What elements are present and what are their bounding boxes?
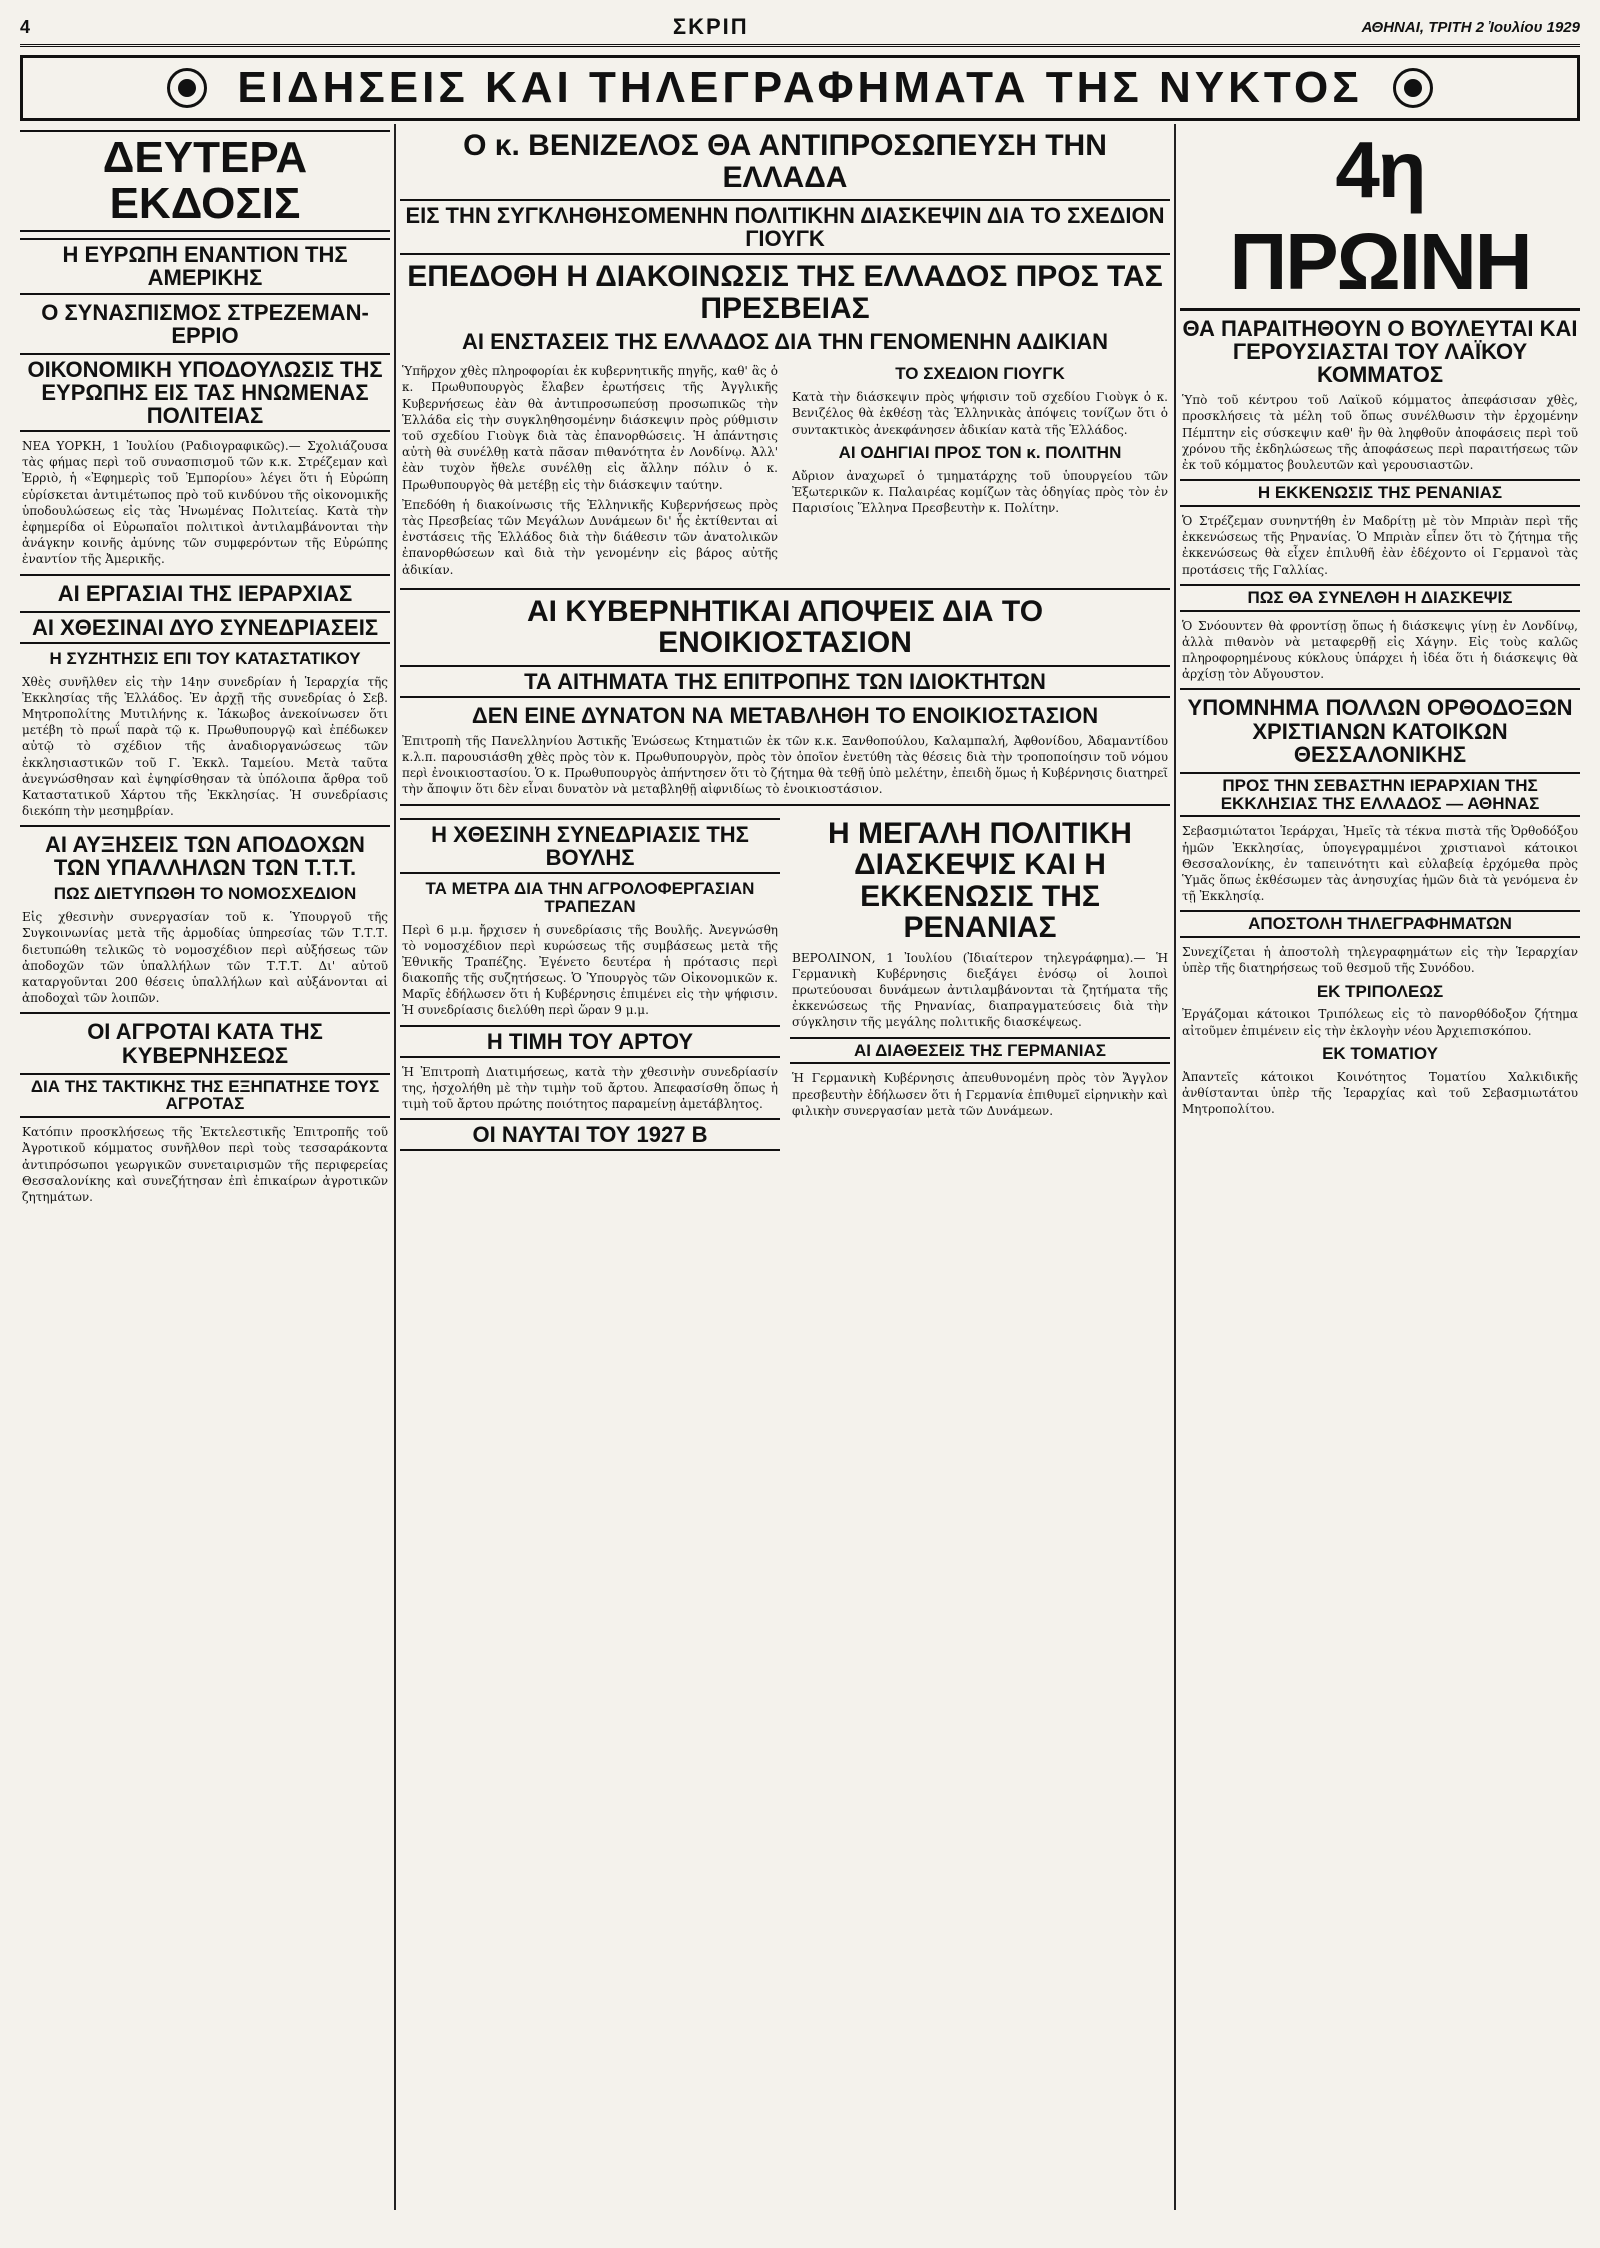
section-banner [20, 55, 1580, 121]
article-body: Κατόπιν προσκλήσεως τῆς Ἐκτελεστικῆς Ἐπιτροπῆς τοῦ Ἀγροτικοῦ κόμματος συνῆλθον περὶ τοὺς τεσσαράκοντα ἀντιπρόσωποι γεωργικῶν συνεταιρισμῶν τῆς περιφερείας Θεσσαλονίκης καὶ συνεζήτησαν ἐπὶ ἐπικαίρων ἀγροτικῶν ζητημάτων. [22, 1125, 388, 1205]
headline: ΟΙΚΟΝΟΜΙΚΗ ΥΠΟΔΟΥΛΩΣΙΣ ΤΗΣ ΕΥΡΩΠΗΣ ΕΙΣ ΤΑΣ ΗΝΩΜΕΝΑΣ ΠΟΛΙΤΕΙΑΣ [20, 353, 390, 432]
subheadline: ΑΙ ΕΝΣΤΑΣΕΙΣ ΤΗΣ ΕΛΛΑΔΟΣ ΔΙΑ ΤΗΝ ΓΕΝΟΜΕΝΗΝ ΑΔΙΚΙΑΝ [462, 329, 1108, 355]
article-body: ΒΕΡΟΛΙΝΟΝ, 1 Ἰουλίου (Ἰδιαίτερον τηλεγράφημα).— Ἡ Γερμανικὴ Κυβέρνησις διεξάγει ἐνόσῳ οἱ λοιποὶ πρωτεύουσαι δυνάμεων ἀντιλαμβάνονται τὰ ζητήματα τῆς ἐκκενώσεως τῆς Ρηνανίας, διαπραγματεύσεις διὰ τὴν σύγκλησιν τῆς μεγάλης πολιτικῆς διασκέψεως. [792, 950, 1168, 1030]
article-body: Ἀπαντεῖς κάτοικοι Κοινότητος Τοματίου Χαλκιδικῆς ἀνθίστανται ὑπὲρ τῆς Ἱεραρχίας καὶ τοῦ Σεβασμιωτάτου Μητροπολίτου. [1182, 1069, 1578, 1116]
ornament-icon [1393, 68, 1433, 108]
article-body: Ἐπεδόθη ἡ διακοίνωσις τῆς Ἑλληνικῆς Κυβερνήσεως πρὸς τὰς Πρεσβείας τῶν Μεγάλων Δυνάμεων δι' ἧς ἐκτίθενται αἱ ἐνστάσεις τῆς Ἑλλάδος διὰ τὴν διάθεσιν τῶν ἀνατολικῶν ἐπανορθώσεων καὶ διὰ τὴν γενομένην εἰς βάρος αὐτῆς ἀδικίαν. [402, 497, 778, 577]
subheadline: ΑΠΟΣΤΟΛΗ ΤΗΛΕΓΡΑΦΗΜΑΤΩΝ [1180, 910, 1580, 938]
article-columns [400, 812, 1170, 1158]
subheadline: ΤΟ ΣΧΕΔΙΟΝ ΓΙΟΥΓΚ [895, 364, 1065, 384]
divider [20, 1012, 390, 1014]
columns [20, 124, 1580, 2210]
article-body: Αὔριον ἀναχωρεῖ ὁ τμηματάρχης τοῦ ὑπουργείου τῶν Ἐξωτερικῶν κ. Παλαιρέας κομίζων τὰς ὁδηγίας πρὸς τὸν ἐν Παρισίοις Ἕλληνα Πρεσβευτὴν κ. Πολίτην. [792, 468, 1168, 515]
lead-headline: Ο κ. ΒΕΝΙΖΕΛΟΣ ΘΑ ΑΝΤΙΠΡΟΣΩΠΕΥΣΗ ΤΗΝ ΕΛΛΑΔΑ [463, 129, 1107, 194]
article-body: Κατὰ τὴν διάσκεψιν πρὸς ψήφισιν τοῦ σχεδίου Γιοὺγκ ὁ κ. Βενιζέλος θὰ ἐκθέσῃ τὰς Ἑλληνικὰς ἀπόψεις τονίζων ὅτι ὁ συντακτικὸς ἀνεκφάνησεν ἀδικίαν κατὰ τῆς Ἑλλάδος. [792, 390, 1168, 437]
divider [400, 588, 1170, 590]
subheadline: ΠΩΣ ΘΑ ΣΥΝΕΛΘΗ Η ΔΙΑΣΚΕΨΙΣ [1180, 584, 1580, 612]
subheadline: ΤΑ ΑΙΤΗΜΑΤΑ ΤΗΣ ΕΠΙΤΡΟΠΗΣ ΤΩΝ ΙΔΙΟΚΤΗΤΩΝ [400, 665, 1170, 698]
newspaper-page [20, 10, 1580, 2210]
headline: ΕΙΣ ΤΗΝ ΣΥΓΚΛΗΘΗΣΟΜΕΝΗΝ ΠΟΛΙΤΙΚΗΝ ΔΙΑΣΚΕΨΙΝ ΔΙΑ ΤΟ ΣΧΕΔΙΟΝ ΓΙΟΥΓΚ [400, 199, 1170, 255]
edition-stamp: 4η ΠΡΩΙΝΗ [1180, 124, 1580, 311]
newspaper-name: ΣΚΡΙΠ [672, 14, 749, 39]
headline: ΥΠΟΜΝΗΜΑ ΠΟΛΛΩΝ ΟΡΘΟΔΟΞΩΝ ΧΡΙΣΤΙΑΝΩΝ ΚΑΤΟΙΚΩΝ ΘΕΣΣΑΛΟΝΙΚΗΣ [1187, 695, 1573, 767]
article-body: ΝΕΑ ΥΟΡΚΗ, 1 Ἰουλίου (Ραδιογραφικῶς).— Σχολιάζουσα τὰς φήμας περὶ τοῦ συνασπισμοῦ τῶν κ.κ. Στρέζεμαν καὶ Ἐρριὸ, ἡ «Ἐφημερὶς τοῦ Ἐμπορίου» λέγει ὅτι ἡ Εὐρώπη εὑρίσκεται ἀντιμέτωπος πρὸ τοῦ κινδύνου τῆς οἰκονομικῆς ὑποδουλώσεως εἰς τὰς Ἡνωμένας Πολιτείας. Κατὰ τὴν ἐφημερίδα οἱ Εὐρωπαῖοι πολιτικοὶ ἀντιλαμβάνονται τὴν ἀνάγκην κοινῆς ἀμύνης τῶν συμφερόντων τῆς Εὐρώπης ἐναντίον τῆς Ἀμερικῆς. [22, 439, 388, 567]
edition-title: ΔΕΥΤΕΡΑ ΕΚΔΟΣΙΣ [20, 130, 390, 232]
column-right [1180, 124, 1580, 1121]
article-body: Χθὲς συνῆλθεν εἰς τὴν 14ην συνεδρίαν ἡ Ἱεραρχία τῆς Ἐκκλησίας τῆς Ἑλλάδος. Ἐν ἀρχῇ τῆς συνεδρίας ὁ Σεβ. Μητροπολίτης Μυτιλήνης κ. Ἰάκωβος ἀνεκοίνωσεν ὅτι μετέβη τὸ πρωΐ παρὰ τῷ κ. Πρωθυπουργῷ καὶ ἐπέδωκεν αὐτῷ τὸ σχέδιον τῆς ἀναδιοργανώσεως τῶν ἐκκλησιαστικῶν τοῦ Γ. Ἐκκλ. Ταμείου. Μετὰ ταῦτα ἀνεγνώσθησαν καὶ ἐψηφίσθησαν τὰ ὑπόλοιπα ἄρθρα τοῦ Καταστατικοῦ Χάρτου τῆς Ἐκκλησίας. Ἡ συνεδρίασις διεκόπη τὴν μεσημβρίαν. [22, 674, 388, 819]
subheadline: ΔΙΑ ΤΗΣ ΤΑΚΤΙΚΗΣ ΤΗΣ ΕΞΗΠΑΤΗΣΕ ΤΟΥΣ ΑΓΡΟΤΑΣ [20, 1073, 390, 1119]
headline: Η ΕΥΡΩΠΗ ΕΝΑΝΤΙΟΝ ΤΗΣ ΑΜΕΡΙΚΗΣ [20, 238, 390, 294]
subheadline: ΔΕΝ ΕΙΝΕ ΔΥΝΑΤΟΝ ΝΑ ΜΕΤΑΒΛΗΘΗ ΤΟ ΕΝΟΙΚΙΟΣΤΑΣΙΟΝ [471, 702, 1099, 728]
masthead [20, 10, 1580, 47]
headline: ΟΙ ΑΓΡΟΤΑΙ ΚΑΤΑ ΤΗΣ ΚΥΒΕΡΝΗΣΕΩΣ [87, 1019, 323, 1068]
subheadline: ΕΚ ΤΟΜΑΤΙΟΥ [1322, 1043, 1438, 1063]
headline: Η ΤΙΜΗ ΤΟΥ ΑΡΤΟΥ [400, 1025, 780, 1058]
divider [20, 574, 390, 576]
issue-date: ΑΘΗΝΑΙ, ΤΡΙΤΗ 2 Ἰουλίου 1929 [1361, 18, 1580, 36]
article-body: Περὶ 6 μ.μ. ἤρχισεν ἡ συνεδρίασις τῆς Βουλῆς. Ἀνεγνώσθη τὸ νομοσχέδιον περὶ κυρώσεως τῆς συμβάσεως μετὰ τῆς Ἐθνικῆς Τραπέζης. Ἐγένετο δευτέρα ἡ πρότασις περὶ διακοπῆς τῆς συζητήσεως. Ὁ Ὑπουργὸς τῶν Οἰκονομικῶν κ. Μαρῖς ἐδήλωσεν ὅτι ἡ Κυβέρνησις ἐπιμένει εἰς τὴν ψήφισιν. Ἡ συνεδρίασις διελύθη περὶ ὥραν 9 μ.μ. [402, 922, 778, 1018]
article-body: Συνεχίζεται ἡ ἀποστολὴ τηλεγραφημάτων εἰς τὴν Ἱεραρχίαν ὑπὲρ τῆς διατηρήσεως τοῦ θεσμοῦ τῆς Συνόδου. [1182, 945, 1578, 976]
article-body: Εἰς χθεσινὴν συνεργασίαν τοῦ κ. Ὑπουργοῦ τῆς Συγκοινωνίας μετὰ τῆς ἀρμοδίας ὑπηρεσίας τῶν Τ.Τ.Τ. διετυπώθη τελικῶς τὸ νομοσχέδιον περὶ αὐξήσεως τῶν ἀποδοχῶν τῶν ὑπαλλήλων τῶν Τ.Τ.Τ. Δι' αὐτοῦ καταργοῦνται 200 θέσεις ὑπαλλήλων καὶ αὐξάνονται αἱ ἀποδοχαὶ τῶν λοιπῶν. [22, 910, 388, 1006]
subheadline: ΠΩΣ ΔΙΕΤΥΠΩΘΗ ΤΟ ΝΟΜΟΣΧΕΔΙΟΝ [53, 884, 357, 904]
subheadline: ΕΚ ΤΡΙΠΟΛΕΩΣ [1316, 981, 1444, 1001]
headline: ΕΠΕΔΟΘΗ Η ΔΙΑΚΟΙΝΩΣΙΣ ΤΗΣ ΕΛΛΑΔΟΣ ΠΡΟΣ ΤΑΣ ΠΡΕΣΒΕΙΑΣ [407, 260, 1163, 325]
divider [1180, 688, 1580, 690]
article-body: Ἐργάζομαι κάτοικοι Τριπόλεως εἰς τὸ πανορθόδοξον ζήτημα αἰτοῦμεν ἐπιμένειν εἰς τὴν ἐκλογὴν νέου Ἀρχιεπισκόπου. [1182, 1007, 1578, 1038]
column-center [400, 124, 1170, 1157]
subheadline: ΠΡΟΣ ΤΗΝ ΣΕΒΑΣΤΗΝ ΙΕΡΑΡΧΙΑΝ ΤΗΣ ΕΚΚΛΗΣΙΑΣ ΤΗΣ ΕΛΛΑΔΟΣ — ΑΘΗΝΑΣ [1180, 772, 1580, 818]
divider [400, 804, 1170, 806]
article-body: Ἐπιτροπὴ τῆς Πανελληνίου Ἀστικῆς Ἑνώσεως Κτηματιῶν ἐκ τῶν κ.κ. Ξανθοπούλου, Καλαμπαλή, Ἀφθονίδου, Ἀδαμαντίδου κ.λ.π. παρουσιάσθη χθὲς πρὸς τὸν κ. Πρωθυπουργὸν, πρὸς τὸν ὁποῖον ἐνετύθη τὰς θέσεις διὰ τὴν τροποποίησιν τοῦ νόμου περὶ ἐνοικιοστασίου. Ὁ κ. Πρωθυπουργὸς ἀπήντησεν ὅτι τὸ ζήτημα θὰ τεθῇ ὑπὸ μελέτην, ἐπειδὴ ὅμως ἡ Κυβέρνησις διατηρεῖ τὴν ἄποψιν ὅτι δὲν εἶναι δυνατὸν νὰ μεταβληθῇ αἰφνιδίως τὸ ἐνοικιοστάσιον. [402, 733, 1168, 797]
subheadline: ΑΙ ΟΔΗΓΙΑΙ ΠΡΟΣ ΤΟΝ κ. ΠΟΛΙΤΗΝ [838, 442, 1122, 462]
divider [20, 825, 390, 827]
headline: ΑΙ ΚΥΒΕΡΝΗΤΙΚΑΙ ΑΠΟΨΕΙΣ ΔΙΑ ΤΟ ΕΝΟΙΚΙΟΣΤΑΣΙΟΝ [526, 594, 1044, 660]
page-number: 4 [20, 16, 31, 37]
headline: Η ΧΘΕΣΙΝΗ ΣΥΝΕΔΡΙΑΣΙΣ ΤΗΣ ΒΟΥΛΗΣ [400, 818, 780, 874]
column-rule [1174, 124, 1176, 2210]
column-rule [394, 124, 396, 2210]
headline: Ο ΣΥΝΑΣΠΙΣΜΟΣ ΣΤΡΕΖΕΜΑΝ-ΕΡΡΙΟ [41, 299, 369, 348]
headline: ΑΙ ΧΘΕΣΙΝΑΙ ΔΥΟ ΣΥΝΕΔΡΙΑΣΕΙΣ [20, 611, 390, 644]
subheadline: ΑΙ ΔΙΑΘΕΣΕΙΣ ΤΗΣ ΓΕΡΜΑΝΙΑΣ [790, 1037, 1170, 1065]
subheadline: ΤΑ ΜΕΤΡΑ ΔΙΑ ΤΗΝ ΑΓΡΟΛΟΦΕΡΓΑΣΙΑΝ ΤΡΑΠΕΖΑΝ [425, 878, 755, 916]
headline: ΑΙ ΕΡΓΑΣΙΑΙ ΤΗΣ ΙΕΡΑΡΧΙΑΣ [57, 580, 353, 606]
section-banner-title: ΕΙΔΗΣΕΙΣ ΚΑΙ ΤΗΛΕΓΡΑΦΗΜΑΤΑ ΤΗΣ ΝΥΚΤΟΣ [237, 63, 1363, 112]
article-columns [400, 359, 1170, 581]
article-body: Ὑπῆρχον χθὲς πληροφορίαι ἐκ κυβερνητικῆς πηγῆς, καθ' ἃς ὁ κ. Πρωθυπουργὸς ἔλαβεν ἐρωτήσεις τῆς Ἀγγλικῆς Κυβερνήσεως ἐὰν θὰ ἀντιπροσωπεύσῃ προσωπικῶς τὴν Ἑλλάδα εἰς τὴν συγκληθησομένην διάσκεψιν πρὸς ρύθμισιν τοῦ σχεδίου Γιοὺγκ διὰ τὰς ἐπανορθώσεις. Ἡ ἀπάντησις αὐτὴ θὰ συνέλθῃ κατὰ πᾶσαν πιθανότητα ἐν Λονδίνῳ. Ἀλλ' ἐὰν τυχὸν ἤθελε συνέλθῃ εἰς ἄλλην πόλιν ὁ κ. Πρωθυπουργὸς θὰ μετέβῃ εἰς τὴν διάσκεψιν ταύτην. [402, 364, 778, 492]
subheadline: Η ΣΥΖΗΤΗΣΙΣ ΕΠΙ ΤΟΥ ΚΑΤΑΣΤΑΤΙΚΟΥ [49, 648, 361, 668]
article-body: Ἡ Γερμανικὴ Κυβέρνησις ἀπευθυνομένη πρὸς τὸν Ἄγγλον πρεσβευτὴν ἐδήλωσεν ὅτι ἡ Γερμανία ἐπιθυμεῖ εἰρηνικὴν καὶ φιλικὴν συνεργασίαν μετὰ τῶν Δυνάμεων. [792, 1071, 1168, 1118]
subheadline: Η ΕΚΚΕΝΩΣΙΣ ΤΗΣ ΡΕΝΑΝΙΑΣ [1180, 479, 1580, 507]
headline: ΟΙ ΝΑΥΤΑΙ ΤΟΥ 1927 Β [400, 1118, 780, 1151]
headline: ΘΑ ΠΑΡΑΙΤΗΘΟΥΝ Ο ΒΟΥΛΕΥΤΑΙ ΚΑΙ ΓΕΡΟΥΣΙΑΣΤΑΙ ΤΟΥ ΛΑΪΚΟΥ ΚΟΜΜΑΤΟΣ [1182, 316, 1578, 388]
headline: ΑΙ ΑΥΞΗΣΕΙΣ ΤΩΝ ΑΠΟΔΟΧΩΝ ΤΩΝ ΥΠΑΛΛΗΛΩΝ ΤΩΝ Τ.Τ.Τ. [45, 832, 365, 881]
article-body: Σεβασμιώτατοι Ἱεράρχαι, Ἡμεῖς τὰ τέκνα πιστὰ τῆς Ὀρθοδόξου ἡμῶν Ἐκκλησίας, ὑπογεγραμμένοι χριστιανοὶ κάτοικοι Θεσσαλονίκης, ἐν ταπεινότητι καὶ εὐλαβείᾳ ἐρχόμεθα πρὸς Ὑμᾶς ὅπως ἐκθέσωμεν τὰς ἀνησυχίας ἡμῶν διὰ τὰ γενόμενα ἐν τῇ Ἐκκλησίᾳ. [1182, 824, 1578, 904]
article-body: Ὁ Στρέζεμαν συνηντήθη ἐν Μαδρίτῃ μὲ τὸν Μπριὰν περὶ τῆς ἐκκενώσεως τῆς Ρηνανίας. Ὁ Μπριὰν εἶπεν ὅτι τὸ ζήτημα τῆς ἐκκενώσεως θὰ εἶχεν ἐπιλυθῆ ἐὰν ἐδέχοντο οἱ Γερμανοὶ τὰς προτάσεις τῆς Γαλλίας. [1182, 514, 1578, 577]
article-body: Ὑπὸ τοῦ κέντρου τοῦ Λαϊκοῦ κόμματος ἀπεφάσισαν χθὲς, προσκλήσεις τὰ μέλη τοῦ ὅπως συνέλθωσιν τὴν ἐρχομένην Πέμπτην εἰς σύσκεψιν καθ' ἣν θὰ ληφθοῦν ἀποφάσεις περὶ τοῦ χρόνου τῆς ἐκδηλώσεως τῆς ἀποφάσεως περὶ παραιτήσεως τῶν ἐκ τοῦ κόμματος βουλευτῶν καὶ γερουσιαστῶν. [1182, 393, 1578, 473]
headline: Η ΜΕΓΑΛΗ ΠΟΛΙΤΙΚΗ ΔΙΑΣΚΕΨΙΣ ΚΑΙ Η ΕΚΚΕΝΩΣΙΣ ΤΗΣ ΡΕΝΑΝΙΑΣ [828, 816, 1132, 945]
article-body: Ὁ Σνόουντεν θὰ φροντίσῃ ὅπως ἡ διάσκεψις γίνῃ ἐν Λονδίνῳ, ἀλλὰ πιθανὸν νὰ μεταφερθῇ εἰς Χάγην. Εἰς τοὺς καλῶς πληροφορημένους κύκλους ὑπάρχει ἡ ἰδέα ὅτι ἡ διάσκεψις θὰ ἀρχίσῃ τὸν Αὔγουστον. [1182, 618, 1578, 682]
column-left [20, 124, 390, 1209]
ornament-icon [167, 68, 207, 108]
article-body: Ἡ Ἐπιτροπὴ Διατιμήσεως, κατὰ τὴν χθεσινὴν συνεδρίασίν της, ἠσχολήθη μὲ τὴν τιμὴν τοῦ ἄρτου. Ἀπεφασίσθη ὅπως ἡ τιμὴ τοῦ ἄρτου πρώτης ποιότητος παραμείνῃ ἀμετάβλητος. [402, 1064, 778, 1112]
